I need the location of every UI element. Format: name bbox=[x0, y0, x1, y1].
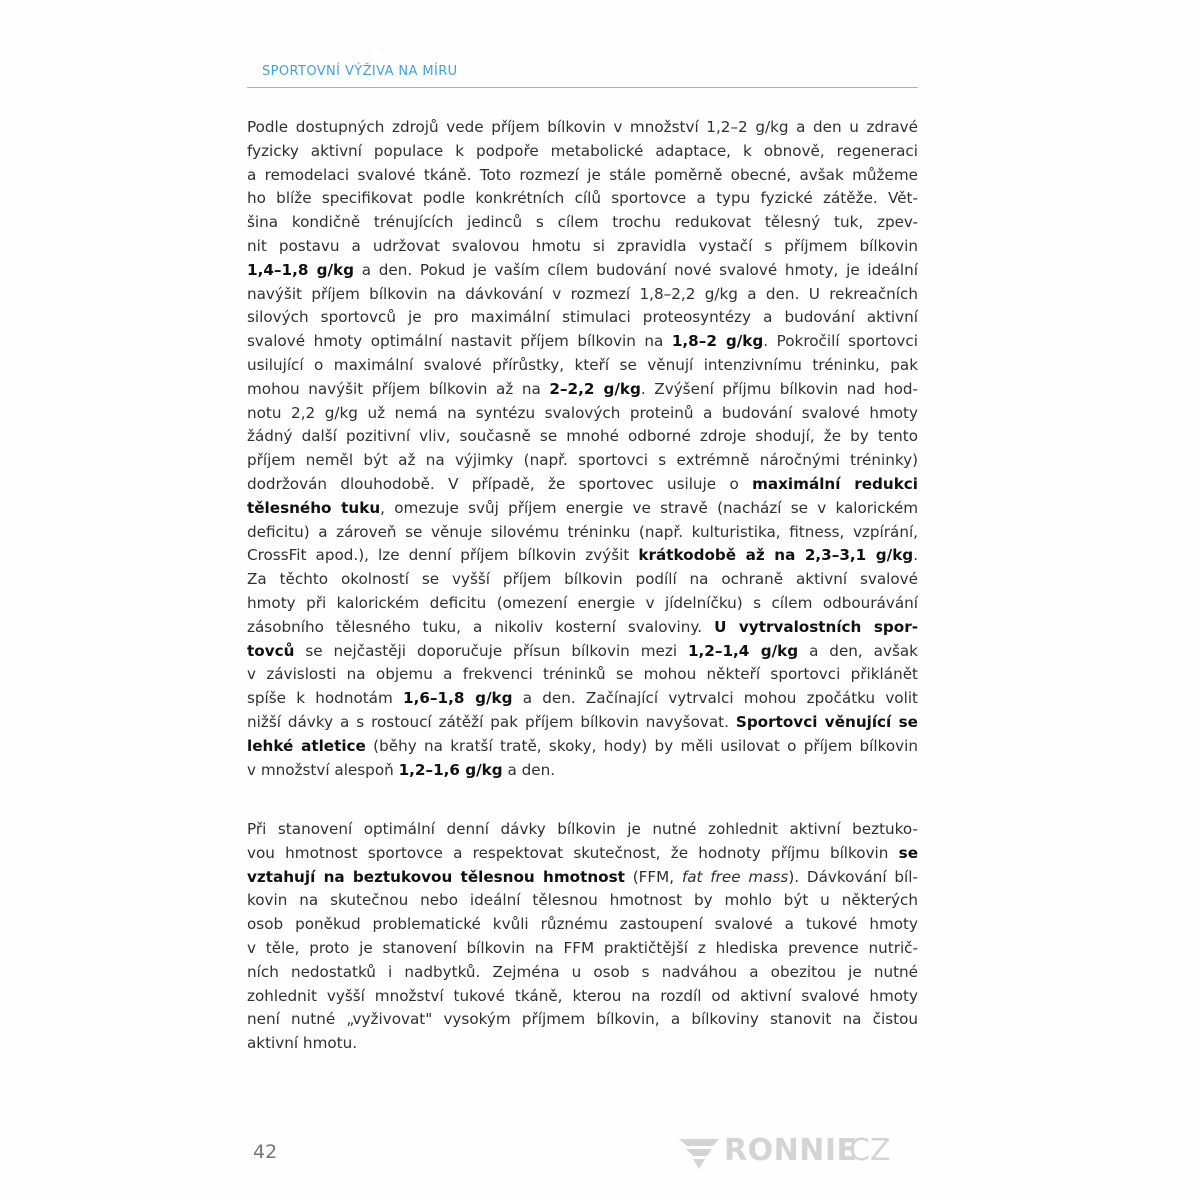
text-segment: notu 2,2 g/kg už nemá na syntézu svalových proteinů a budování svalové hmoty bbox=[247, 403, 918, 422]
text-line bbox=[247, 1008, 918, 1030]
text-segment: kovin na skutečnou nebo ideální tělesnou hmotnost by mohlo být u některých bbox=[247, 891, 918, 910]
text-line bbox=[247, 985, 918, 1007]
text-segment: a den, avšak bbox=[798, 641, 918, 660]
bold-text: tělesného tuku bbox=[247, 498, 381, 517]
text-segment: aktivní hmotu. bbox=[247, 1034, 358, 1053]
text-segment: a remodelaci svalové tkáně. Toto rozmezí je stále poměrně obecné, avšak můžeme bbox=[247, 165, 918, 184]
text-segment: . Zvýšení příjmu bílkovin nad hod- bbox=[640, 379, 918, 398]
text-line bbox=[247, 330, 918, 352]
text-line bbox=[247, 187, 918, 209]
text-segment: se nejčastěji doporučuje přísun bílkovin mezi bbox=[294, 641, 688, 660]
text-segment: a den. bbox=[502, 760, 556, 779]
text-segment: v závislosti na objemu a frekvenci tréninků se mohou někteří sportovci přiklánět bbox=[247, 665, 918, 684]
text-segment: šina kondičně trénujících jedinců s cílem trochu redukovat tělesný tuk, zpev- bbox=[247, 213, 918, 232]
text-segment: svalové hmoty optimální nastavit příjem bílkovin na bbox=[247, 332, 672, 351]
text-segment: , omezuje svůj příjem energie ve stravě (nachází se v kalorickém bbox=[380, 498, 918, 517]
text-segment: zásobního tělesného tuku, a nikoliv kosterní svaloviny. bbox=[247, 617, 715, 636]
text-line bbox=[247, 1032, 918, 1054]
text-line bbox=[247, 889, 918, 911]
text-line bbox=[247, 449, 918, 471]
text-line bbox=[247, 116, 918, 138]
logo-wordmark-light: CZ bbox=[849, 1133, 891, 1168]
text-segment: ). Dávkování bíl- bbox=[788, 867, 918, 886]
text-line bbox=[247, 687, 918, 709]
text-segment: osob poněkud problematické kvůli různému zastoupení svalové a tukové hmoty bbox=[247, 915, 918, 934]
text-line bbox=[247, 961, 918, 983]
text-segment: navýšit příjem bílkovin na dávkování v rozmezí 1,8–2,2 g/kg a den. U rekreačních bbox=[247, 284, 918, 303]
text-segment: a den. Začínající vytrvalci mohou zpočátku volit bbox=[512, 689, 918, 708]
brand-watermark bbox=[678, 1133, 918, 1173]
text-line bbox=[247, 306, 918, 328]
text-segment: Za těchto okolností se vyšší příjem bílkovin podílí na ochraně aktivní svalové bbox=[247, 570, 918, 589]
text-line bbox=[247, 354, 918, 376]
bold-text: 1,4–1,8 g/kg bbox=[247, 260, 354, 279]
text-line bbox=[247, 663, 918, 685]
text-segment: deficitu) a zároveň se věnuje silovému tréninku (např. kulturistika, fitness, vzpírání, bbox=[247, 522, 918, 541]
text-line bbox=[247, 711, 918, 733]
italic-text: fat free mass bbox=[681, 867, 789, 886]
bold-text: 1,8–2 g/kg bbox=[671, 332, 764, 351]
text-line bbox=[247, 568, 918, 590]
bold-text: lehké atletice bbox=[247, 736, 366, 755]
text-segment: v těle, proto je stanovení bílkovin na FFM praktičtější z hlediska prevence nutrič- bbox=[247, 939, 918, 957]
text-segment: dodržován dlouhodobě. V případě, že sportovec usiluje o bbox=[247, 475, 753, 493]
wing-logo-icon bbox=[678, 1137, 720, 1171]
text-segment: (FFM, bbox=[624, 867, 682, 886]
text-line bbox=[247, 616, 918, 638]
text-segment: nit postavu a udržovat svalovou hmotu si zpravidla vystačí s příjmem bílkovin bbox=[247, 237, 918, 255]
bold-text: krátkodobě až na 2,3–3,1 g/kg bbox=[638, 546, 914, 565]
text-segment: zohlednit vyšší množství tukové tkáně, kterou na rozdíl od aktivní svalové hmoty bbox=[247, 986, 918, 1005]
logo-wordmark-bold: RONNIE bbox=[724, 1133, 858, 1168]
text-line bbox=[247, 497, 918, 519]
running-header: SPORTOVNÍ VÝŽIVA NA MÍRU bbox=[262, 64, 458, 79]
text-segment: Podle dostupných zdrojů vede příjem bílkovin v množství 1,2–2 g/kg a den u zdravé bbox=[247, 118, 918, 136]
text-line bbox=[247, 842, 918, 864]
bold-text: vztahují na beztukovou tělesnou hmotnost bbox=[247, 867, 625, 886]
bold-text: 2–2,2 g/kg bbox=[549, 379, 641, 398]
text-line bbox=[247, 544, 918, 566]
bold-text: 1,2–1,6 g/kg bbox=[398, 760, 503, 779]
text-line bbox=[247, 211, 918, 233]
text-segment: ních nedostatků i nadbytků. Zejména u osob s nadváhou a obezitou je nutné bbox=[247, 962, 918, 981]
text-line bbox=[247, 235, 918, 257]
text-line bbox=[247, 378, 918, 400]
text-segment: v množství alespoň bbox=[247, 760, 399, 779]
text-segment: silových sportovců je pro maximální stimulaci proteosyntézy a budování aktivní bbox=[247, 308, 918, 327]
text-line bbox=[247, 521, 918, 543]
header-rule bbox=[247, 87, 918, 88]
text-line bbox=[247, 425, 918, 447]
text-line bbox=[247, 913, 918, 935]
bold-text: maximální redukci bbox=[752, 475, 918, 493]
text-line bbox=[247, 164, 918, 186]
bold-text: 1,6–1,8 g/kg bbox=[403, 689, 513, 708]
text-line bbox=[247, 402, 918, 424]
bold-text: Sportovci věnující se bbox=[735, 713, 918, 731]
text-line bbox=[247, 759, 918, 781]
text-segment: CrossFit apod.), lze denní příjem bílkovin zvýšit bbox=[247, 546, 639, 565]
text-line bbox=[247, 259, 918, 281]
text-line bbox=[247, 592, 918, 614]
text-segment: usilující o maximální svalové přírůstky, kteří se věnují intenzivnímu tréninku, pak bbox=[247, 356, 918, 374]
bold-text: 1,2–1,4 g/kg bbox=[687, 641, 799, 660]
text-segment: není nutné „vyživovat" vysokým příjmem bílkovin, a bílkoviny stanovit na čistou bbox=[247, 1010, 918, 1029]
text-segment: nižší dávky a s rostoucí zátěží pak příjem bílkovin navyšovat. bbox=[247, 713, 736, 731]
text-segment: příjem neměl být až na výjimky (např. sportovci s extrémně náročnými tréninky) bbox=[247, 451, 918, 470]
text-line bbox=[247, 866, 918, 888]
bold-text: tovců bbox=[247, 641, 295, 660]
text-segment: a den. Pokud je vaším cílem budování nové svalové hmoty, je ideální bbox=[353, 260, 918, 279]
page-number: 42 bbox=[253, 1141, 278, 1163]
text-segment: vou hmotnost sportovce a respektovat skutečnost, že hodnoty příjmu bílkovin bbox=[247, 843, 899, 862]
text-segment: . bbox=[913, 546, 919, 565]
text-line bbox=[247, 140, 918, 162]
text-line bbox=[247, 473, 918, 495]
text-line bbox=[247, 937, 918, 959]
text-line bbox=[247, 640, 918, 662]
text-segment: hmoty při kalorickém deficitu (omezení energie v jídelníčku) s cílem odbourávání bbox=[247, 594, 918, 612]
text-segment: spíše k hodnotám bbox=[247, 689, 404, 708]
text-line bbox=[247, 818, 918, 840]
text-line bbox=[247, 735, 918, 757]
text-segment: (běhy na kratší tratě, skoky, hody) by měli usilovat o příjem bílkovin bbox=[365, 736, 919, 755]
text-segment: žádný další pozitivní vliv, současně se mnohé odborné zdroje shodují, že by tento bbox=[247, 427, 918, 446]
text-segment: mohou navýšit příjem bílkovin až na bbox=[247, 379, 550, 398]
text-segment: ho blíže specifikovat podle konkrétních cílů sportovce a typu fyzické zátěže. Vět- bbox=[247, 189, 918, 208]
text-segment: Při stanovení optimální denní dávky bílkovin je nutné zohlednit aktivní beztuko- bbox=[247, 820, 918, 838]
text-segment: fyzicky aktivní populace k podpoře metabolické adaptace, k obnově, regeneraci bbox=[247, 141, 918, 160]
bold-text: se bbox=[898, 843, 918, 862]
bold-text: U vytrvalostních spor- bbox=[714, 617, 918, 636]
text-segment: . Pokročilí sportovci bbox=[763, 332, 918, 351]
text-line bbox=[247, 283, 918, 305]
